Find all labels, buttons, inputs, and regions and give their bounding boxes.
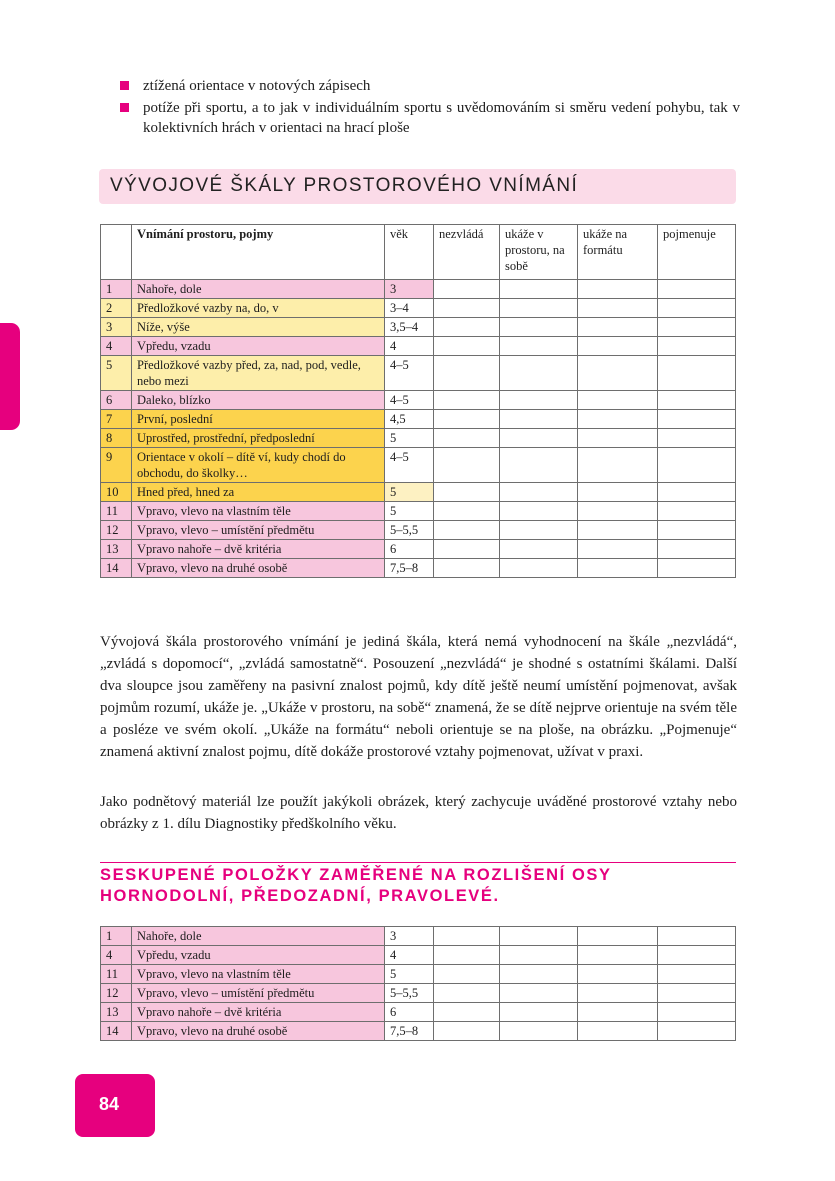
empty-cell [578,483,658,502]
empty-cell [578,318,658,337]
empty-cell [578,391,658,410]
empty-cell [578,337,658,356]
row-name: Vpravo, vlevo na druhé osobě [132,559,385,578]
bullet-item [120,76,740,96]
empty-cell [578,927,658,946]
empty-cell [578,429,658,448]
row-num: 8 [101,429,132,448]
table-row [101,299,736,318]
empty-cell [500,429,578,448]
table-row [101,927,736,946]
section-heading-text: VÝVOJOVÉ ŠKÁLY PROSTOROVÉHO VNÍMÁNÍ [110,175,579,196]
empty-cell [434,540,500,559]
empty-cell [658,483,736,502]
bullet-square-icon [120,81,129,90]
empty-cell [500,448,578,483]
bullet-text: ztížená orientace v notových zápisech [143,78,371,94]
row-name: Níže, výše [132,318,385,337]
table-row [101,410,736,429]
row-age: 3–4 [385,299,434,318]
row-name: Daleko, blízko [132,391,385,410]
empty-cell [500,927,578,946]
empty-cell [578,448,658,483]
empty-cell [434,927,500,946]
row-age: 5–5,5 [385,984,434,1003]
header-cell-g2: ukáže v prostoru, na sobě [500,225,578,280]
empty-cell [658,429,736,448]
empty-cell [578,1022,658,1041]
table-row [101,521,736,540]
row-num: 12 [101,521,132,540]
empty-cell [434,946,500,965]
empty-cell [500,502,578,521]
empty-cell [658,337,736,356]
row-name: Předložkové vazby na, do, v [132,299,385,318]
table-row [101,965,736,984]
empty-cell [578,965,658,984]
table-row [101,280,736,299]
table-row [101,559,736,578]
row-age: 4–5 [385,448,434,483]
header-cell-age: věk [385,225,434,280]
empty-cell [578,280,658,299]
row-age: 7,5–8 [385,1022,434,1041]
empty-cell [500,1022,578,1041]
empty-cell [500,1003,578,1022]
row-name: Vpředu, vzadu [132,337,385,356]
header-cell-num [101,225,132,280]
table-row [101,502,736,521]
row-num: 4 [101,337,132,356]
table-row [101,540,736,559]
row-name: Vpravo, vlevo – umístění předmětu [132,984,385,1003]
row-age: 4 [385,946,434,965]
empty-cell [500,559,578,578]
empty-cell [500,521,578,540]
bullet-list [120,76,740,140]
empty-cell [578,299,658,318]
row-name: První, poslední [132,410,385,429]
row-num: 6 [101,391,132,410]
row-age: 6 [385,1003,434,1022]
row-num: 9 [101,448,132,483]
empty-cell [658,502,736,521]
row-name: Vpravo, vlevo na druhé osobě [132,1022,385,1041]
row-num: 5 [101,356,132,391]
side-thumb-tab [0,323,20,430]
table-row [101,429,736,448]
empty-cell [434,965,500,984]
row-num: 1 [101,927,132,946]
row-num: 12 [101,984,132,1003]
empty-cell [500,984,578,1003]
table-row [101,448,736,483]
empty-cell [578,559,658,578]
empty-cell [500,299,578,318]
row-num: 13 [101,1003,132,1022]
row-num: 14 [101,1022,132,1041]
row-num: 2 [101,299,132,318]
empty-cell [434,502,500,521]
row-age: 4 [385,337,434,356]
row-name: Uprostřed, prostřední, předposlední [132,429,385,448]
section-divider [100,862,736,863]
row-name: Vpravo, vlevo na vlastním těle [132,502,385,521]
page-number-badge [75,1074,155,1137]
development-scale-table [100,224,736,578]
empty-cell [434,483,500,502]
empty-cell [434,521,500,540]
empty-cell [434,1003,500,1022]
empty-cell [658,927,736,946]
header-cell-name: Vnímání prostoru, pojmy [132,225,385,280]
grouped-items-table [100,926,736,1041]
table-row [101,337,736,356]
paragraph-description: Vývojová škála prostorového vnímání je jediná škála, která nemá vyhodnocení na škále „nezvládá“, „zvládá s dopomocí“, „zvládá samostatně“. Posouzení „nezvládá“ je shodné s ostatními škálami. Další dva sloupce jsou zaměřeny na pasivní znalost pojmů, kdy dítě ještě neumí umístění pojmenovat, avšak pojmům rozumí, ukáže je. „Ukáže v prostoru, na sobě“ znamená, že se dítě nejprve orientuje na svém těle a posléze ve svém okolí. „Ukáže na formátu“ neboli orientuje se na ploše, na obrázku. „Pojmenuje“ znamená aktivní znalost pojmu, dítě dokáže prostorové vztahy pojmenovat, užívat v praxi. [100,634,737,760]
empty-cell [658,965,736,984]
table-row [101,318,736,337]
header-cell-g1: nezvládá [434,225,500,280]
empty-cell [658,410,736,429]
empty-cell [434,318,500,337]
header-cell-g4: pojmenuje [658,225,736,280]
empty-cell [500,337,578,356]
row-age: 5 [385,483,434,502]
row-age: 3 [385,927,434,946]
row-num: 11 [101,502,132,521]
row-name: Vpravo nahoře – dvě kritéria [132,1003,385,1022]
empty-cell [500,483,578,502]
empty-cell [658,299,736,318]
row-num: 11 [101,965,132,984]
empty-cell [434,984,500,1003]
row-num: 13 [101,540,132,559]
page-number: 84 [99,1094,120,1114]
row-num: 10 [101,483,132,502]
table-header-row [101,225,736,280]
row-age: 5 [385,429,434,448]
empty-cell [578,521,658,540]
table-row [101,946,736,965]
row-name: Nahoře, dole [132,927,385,946]
row-age: 4,5 [385,410,434,429]
row-num: 7 [101,410,132,429]
table-row [101,1022,736,1041]
empty-cell [500,391,578,410]
row-age: 5 [385,502,434,521]
row-age: 3,5–4 [385,318,434,337]
section2-heading: SESKUPENÉ POLOŽKY ZAMĚŘENÉ NA ROZLIŠENÍ OSY HORNODOLNÍ, PŘEDOZADNÍ, PRAVOLEVÉ. [100,866,612,905]
section-heading [99,169,736,204]
empty-cell [500,540,578,559]
empty-cell [658,1003,736,1022]
bullet-text: potíže při sportu, a to jak v individuálním sportu s uvědomováním si směru vedení pohybu, tak v kolektivních hrách v orientaci na hrací ploše [143,100,740,136]
empty-cell [658,318,736,337]
empty-cell [578,540,658,559]
bullet-item [120,98,740,138]
row-name: Vpravo, vlevo – umístění předmětu [132,521,385,540]
empty-cell [500,946,578,965]
empty-cell [500,318,578,337]
empty-cell [434,356,500,391]
empty-cell [500,410,578,429]
row-name: Hned před, hned za [132,483,385,502]
empty-cell [434,559,500,578]
empty-cell [658,946,736,965]
row-name: Vpravo nahoře – dvě kritéria [132,540,385,559]
empty-cell [434,280,500,299]
row-num: 4 [101,946,132,965]
row-age: 6 [385,540,434,559]
empty-cell [500,356,578,391]
empty-cell [658,540,736,559]
empty-cell [500,965,578,984]
empty-cell [578,1003,658,1022]
row-name: Vpředu, vzadu [132,946,385,965]
empty-cell [658,280,736,299]
row-age: 4–5 [385,391,434,410]
table-row [101,391,736,410]
empty-cell [658,984,736,1003]
row-name: Předložkové vazby před, za, nad, pod, vedle, nebo mezi [132,356,385,391]
row-age: 3 [385,280,434,299]
empty-cell [658,356,736,391]
table-row [101,1003,736,1022]
row-age: 7,5–8 [385,559,434,578]
empty-cell [578,410,658,429]
row-age: 4–5 [385,356,434,391]
row-num: 14 [101,559,132,578]
bullet-square-icon [120,103,129,112]
empty-cell [658,559,736,578]
empty-cell [434,429,500,448]
empty-cell [578,946,658,965]
empty-cell [500,280,578,299]
empty-cell [658,391,736,410]
table-row [101,984,736,1003]
row-age: 5–5,5 [385,521,434,540]
table-row [101,483,736,502]
empty-cell [578,502,658,521]
row-num: 3 [101,318,132,337]
empty-cell [434,1022,500,1041]
paragraph-material: Jako podnětový materiál lze použít jakýkoli obrázek, který zachycuje uváděné prostorové vztahy nebo obrázky z 1. dílu Diagnostiky předškolního věku. [100,794,737,832]
empty-cell [578,984,658,1003]
row-name: Vpravo, vlevo na vlastním těle [132,965,385,984]
empty-cell [434,391,500,410]
row-age: 5 [385,965,434,984]
empty-cell [434,410,500,429]
empty-cell [434,299,500,318]
empty-cell [658,1022,736,1041]
empty-cell [434,448,500,483]
table-row [101,356,736,391]
empty-cell [658,521,736,540]
empty-cell [578,356,658,391]
header-cell-g3: ukáže na formátu [578,225,658,280]
row-name: Nahoře, dole [132,280,385,299]
row-name: Orientace v okolí – dítě ví, kudy chodí do obchodu, do školky… [132,448,385,483]
row-num: 1 [101,280,132,299]
empty-cell [658,448,736,483]
empty-cell [434,337,500,356]
